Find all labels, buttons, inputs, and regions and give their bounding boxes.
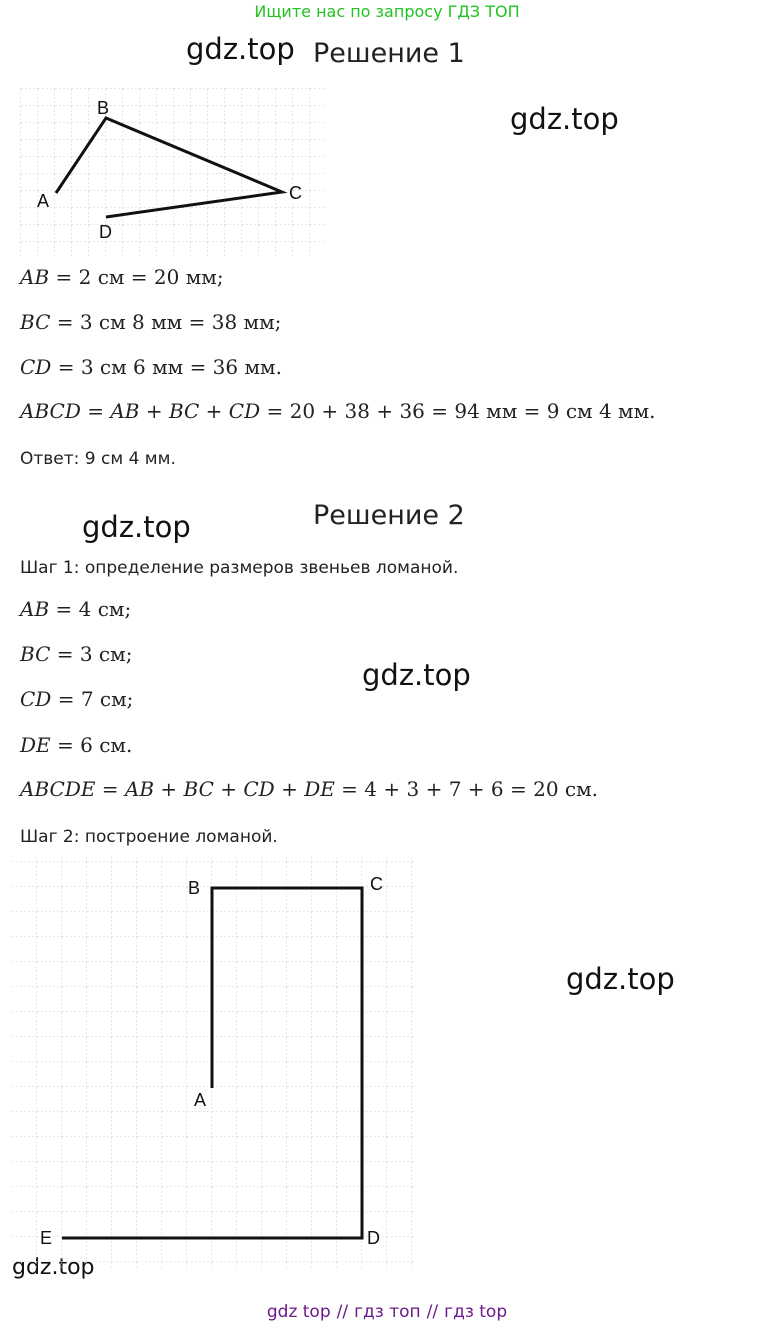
equation-rest: = 4 см; (49, 597, 132, 621)
equation-lhs: CD (20, 355, 52, 379)
equation-line (20, 310, 281, 334)
equation-lhs: ABCD (20, 399, 81, 423)
watermark: gdz.top (566, 962, 675, 996)
solution-2-heading: Решение 2 (313, 500, 465, 531)
equation-rest: = 3 см 6 мм = 36 мм. (51, 355, 282, 379)
step-2-text: Шаг 2: построение ломаной. (20, 827, 278, 847)
equation-lhs: AB (20, 597, 50, 621)
equation-mid: = AB + BC + CD + DE (95, 777, 335, 801)
equation-rest: = 2 см = 20 мм; (49, 265, 224, 289)
label-d: D (99, 222, 112, 242)
equation-line (20, 733, 132, 757)
equation-line (20, 597, 131, 621)
equation-lhs: BC (20, 310, 51, 334)
solution-1-heading: Решение 1 (313, 38, 465, 69)
equation-rest: = 20 + 38 + 36 = 94 мм = 9 см 4 мм. (260, 399, 656, 423)
label-a: A (194, 1090, 207, 1110)
equation-lhs: DE (20, 733, 51, 757)
equation-line (20, 399, 656, 423)
footer-link[interactable]: gdz top (266, 1302, 331, 1322)
equation-rest: = 6 см. (50, 733, 133, 757)
equation-lhs: CD (20, 687, 52, 711)
label-b: B (188, 878, 201, 898)
figure-1-grid (18, 86, 324, 256)
equation-lhs: AB (20, 265, 50, 289)
footer-separator: // (426, 1302, 439, 1322)
footer-link[interactable]: гдз top (444, 1302, 508, 1322)
label-d: D (367, 1228, 380, 1248)
figure-2-grid (12, 856, 414, 1268)
step-1-text: Шаг 1: определение размеров звеньев ломаной. (20, 558, 459, 578)
equation-rest: = 3 см; (50, 642, 133, 666)
label-b: B (97, 98, 110, 118)
footer-links (0, 1302, 774, 1322)
footer-link[interactable]: гдз топ (354, 1302, 421, 1322)
equation-mid: = AB + BC + CD (80, 399, 261, 423)
watermark: gdz.top (362, 658, 471, 692)
label-e: E (40, 1228, 53, 1248)
equation-rest: = 3 см 8 мм = 38 мм; (50, 310, 282, 334)
answer-text: Ответ: 9 см 4 мм. (20, 449, 176, 469)
equation-lhs: ABCDE (20, 777, 96, 801)
label-a: A (37, 191, 50, 211)
equation-line (20, 355, 282, 379)
watermark: gdz.top (510, 102, 619, 136)
footer-separator: // (336, 1302, 349, 1322)
equation-lhs: BC (20, 642, 51, 666)
equation-rest: = 4 + 3 + 7 + 6 = 20 см. (334, 777, 599, 801)
search-banner: Ищите нас по запросу ГДЗ ТОП (254, 2, 520, 21)
equation-rest: = 7 см; (51, 687, 134, 711)
equation-line (20, 777, 598, 801)
equation-line (20, 642, 132, 666)
watermark: gdz.top (186, 32, 295, 66)
label-c: C (289, 183, 302, 203)
equation-line (20, 265, 224, 289)
watermark: gdz.top (82, 510, 191, 544)
equation-line (20, 687, 133, 711)
label-c: C (370, 874, 383, 894)
